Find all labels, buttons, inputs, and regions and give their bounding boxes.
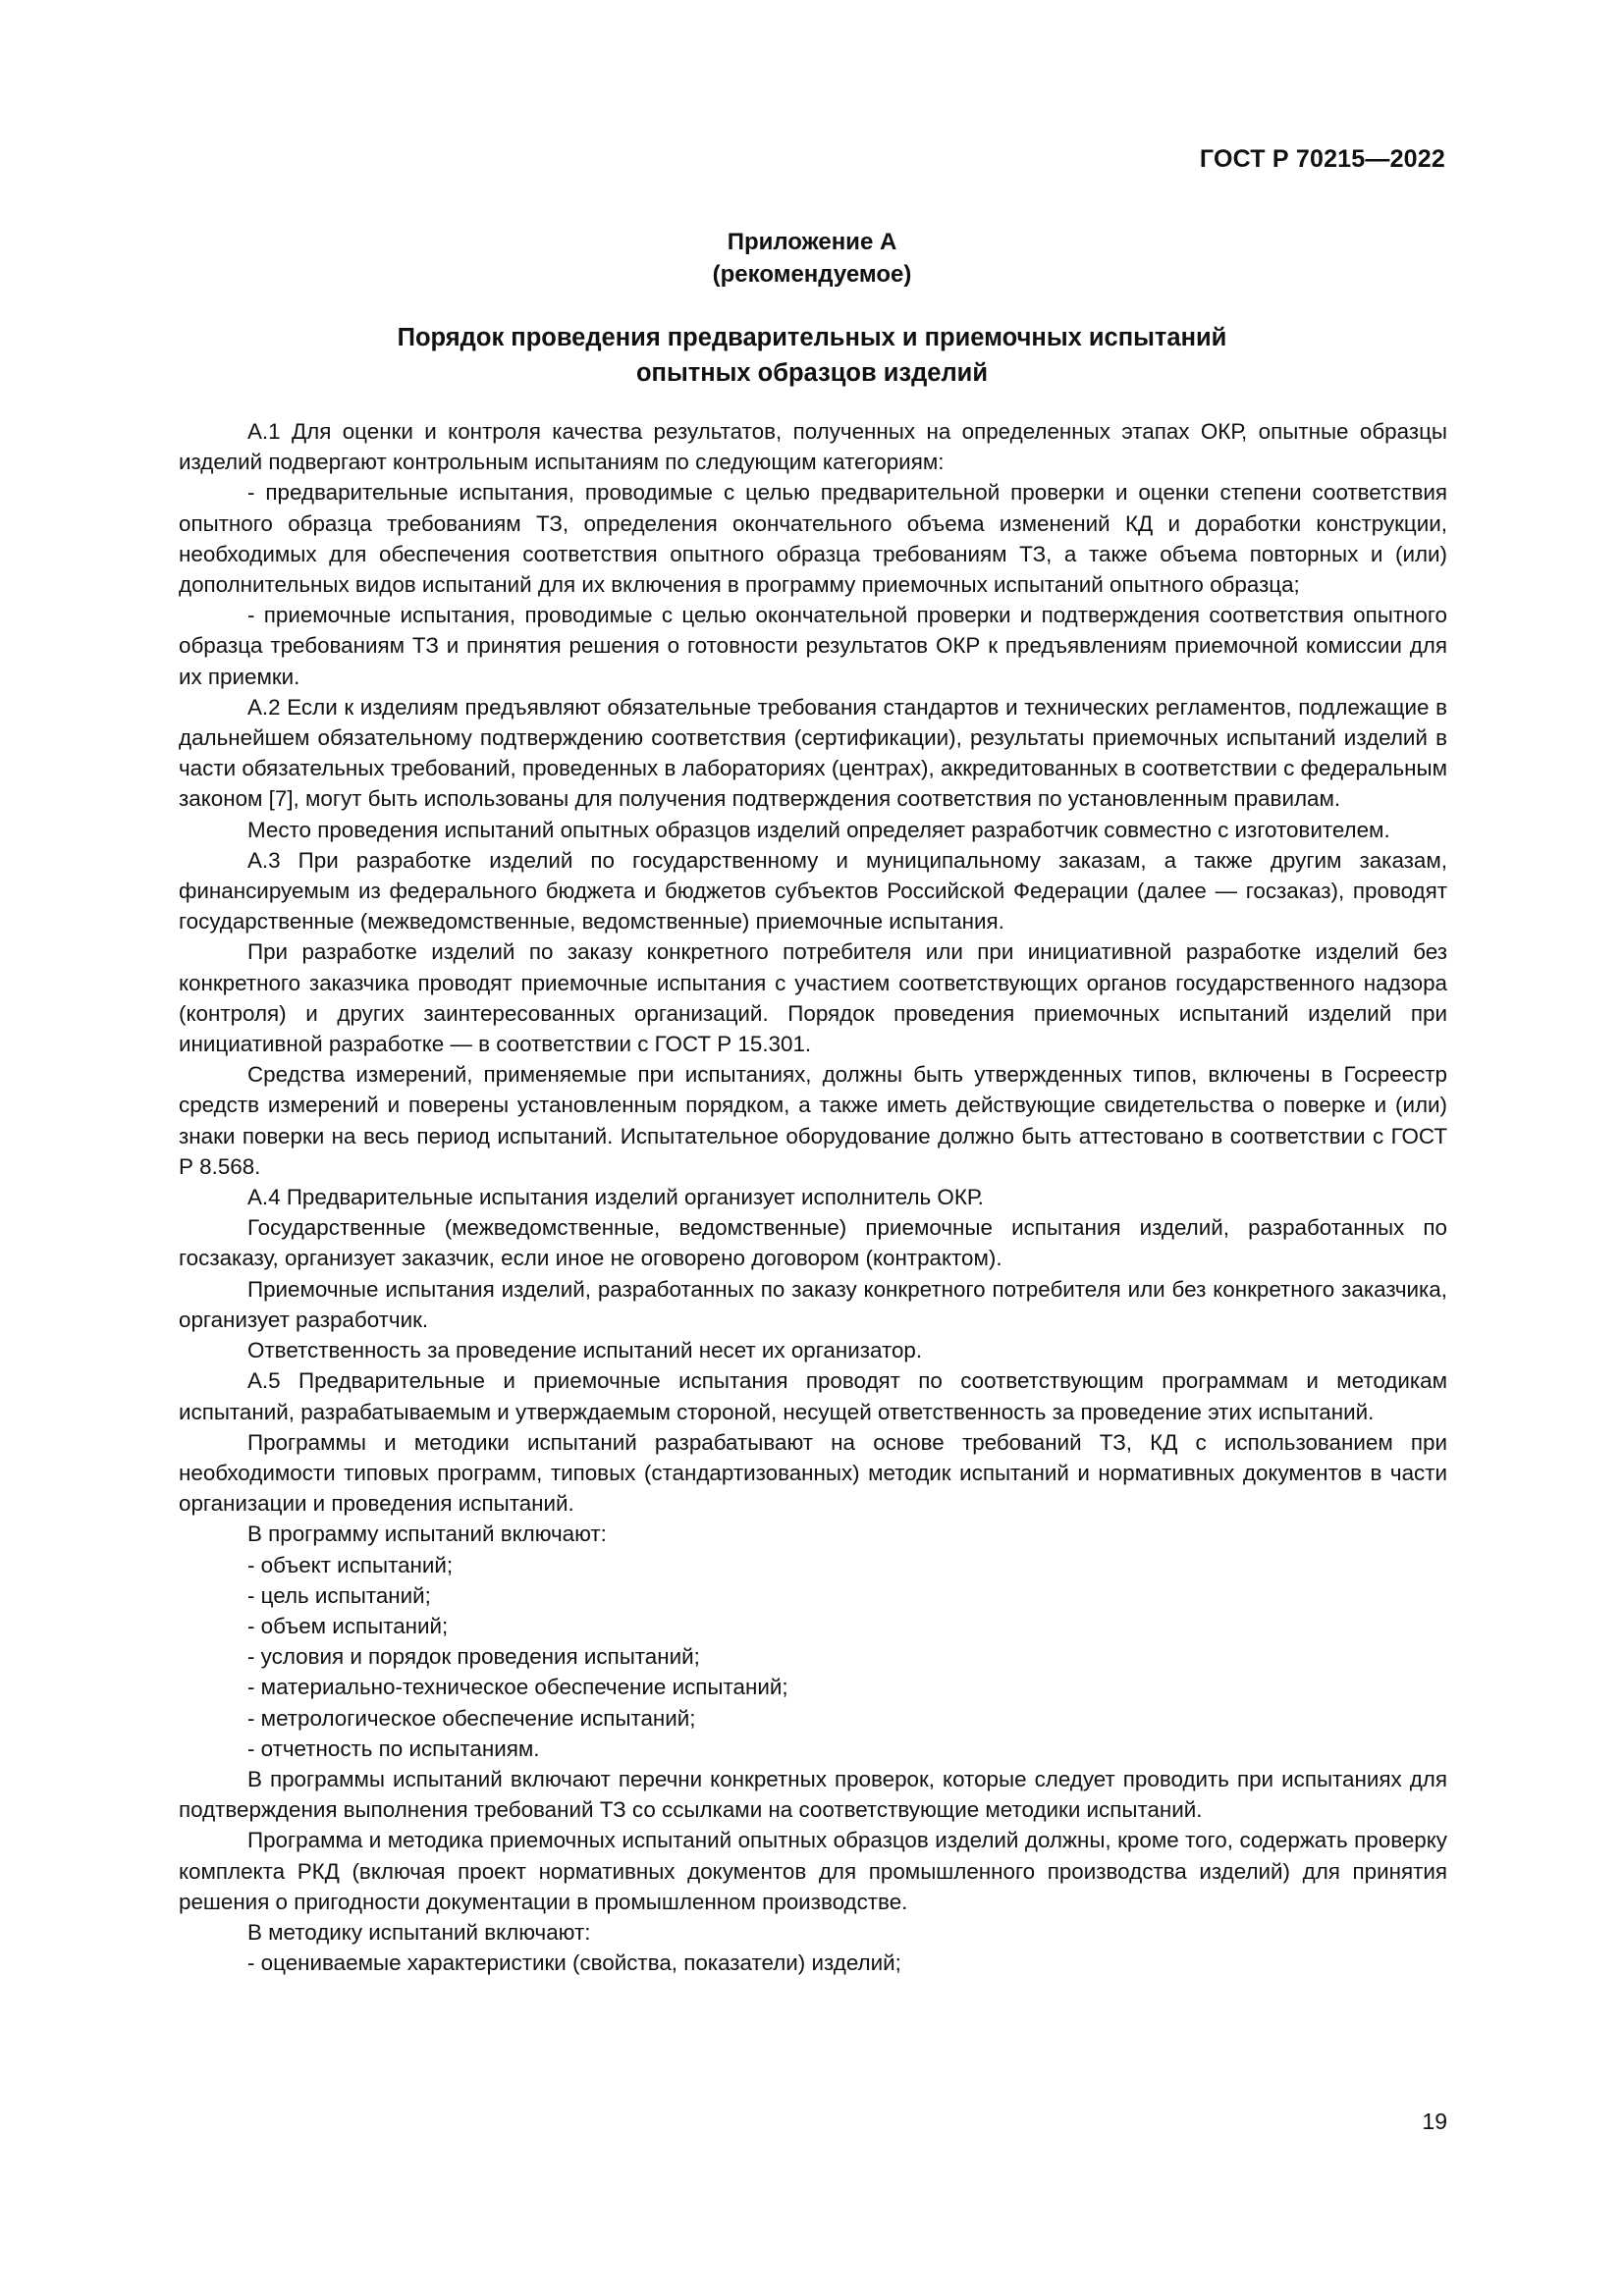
paragraph-programs-methods: Программы и методики испытаний разрабатывают на основе требований ТЗ, КД с использованием при необходимости типовых программ, типовых (стандартизованных) методик испытаний и нормативных документов в части организации и проведения испытаний. — [179, 1429, 1447, 1517]
program-list — [179, 1550, 1447, 1764]
paragraph-acceptance-tests: - приемочные испытания, проводимые с целью окончательной проверки и подтверждения соответствия опытного образца требованиям ТЗ и принятия решения о готовности результатов ОКР к предъявлениям приемочной комиссии для их приемки. — [179, 603, 1447, 689]
annex-status: (рекомендуемое) — [712, 261, 912, 288]
paragraph-a3: А.3 При разработке изделий по государственному и муниципальному заказам, а также другим заказам, финансируемым из федерального бюджета и бюджетов субъектов Российской Федерации (далее — госзаказ), проводят государственные (межведомственные, ведомственные) приемочные испытания. — [179, 847, 1447, 934]
list-item: - объект испытаний; — [247, 1552, 454, 1577]
paragraph-test-location: Место проведения испытаний опытных образцов изделий определяет разработчик совместно с изготовителем. — [247, 817, 1390, 842]
paragraph-a4: А.4 Предварительные испытания изделий организует исполнитель ОКР. — [247, 1185, 984, 1210]
list-item: - оцениваемые характеристики (свойства, показатели) изделий; — [247, 1950, 901, 1976]
paragraph-state-acceptance: Государственные (межведомственные, ведомственные) приемочные испытания изделий, разработанных по госзаказу, организует заказчик, если иное не оговорено договором (контрактом). — [179, 1215, 1447, 1271]
document-body — [179, 416, 1447, 1978]
document-code-header: ГОСТ Р 70215—2022 — [1199, 145, 1445, 173]
paragraph-responsibility: Ответственность за проведение испытаний несет их организатор. — [247, 1338, 923, 1363]
list-item: - материально-техническое обеспечение испытаний; — [247, 1675, 788, 1700]
annex-label: Приложение А — [727, 229, 897, 255]
paragraph-specific-checks: В программы испытаний включают перечни конкретных проверок, которые следует проводить при испытаниях для подтверждения выполнения требований ТЗ со ссылками на соответствующие методики испытаний. — [179, 1766, 1447, 1823]
paragraph-customer-development: При разработке изделий по заказу конкретного потребителя или при инициативной разработке изделий без конкретного заказчика проводят приемочные испытания с участием соответствующих органов государственного надзора (контроля) и других заинтересованных организаций. Порядок проведения приемочных испытаний изделий при инициативной разработке — в соответствии с ГОСТ Р 15.301. — [179, 939, 1447, 1057]
list-item: - объем испытаний; — [247, 1613, 449, 1638]
paragraph-a5: А.5 Предварительные и приемочные испытания проводят по соответствующим программам и методикам испытаний, разрабатываемым и утверждаемым стороной, несущей ответственность за проведение этих испытаний. — [179, 1368, 1447, 1424]
paragraph-measuring-instruments: Средства измерений, применяемые при испытаниях, должны быть утвержденных типов, включены в Госреестр средств измерений и поверены установленным порядком, а также иметь действующие свидетельства о поверке и (или) знаки поверки на весь период испытаний. Испытательное оборудование должно быть аттестовано в соответствии с ГОСТ Р 8.568. — [179, 1062, 1447, 1179]
paragraph-preliminary-tests: - предварительные испытания, проводимые с целью предварительной проверки и оценки степени соответствия опытного образца требованиям ТЗ, определения окончательного объема изменений КД и доработки конструкции, необходимых для обеспечения соответствия опытного образца требованиям ТЗ, а также объема повторных и (или) дополнительных видов испытаний для их включения в программу приемочных испытаний опытного образца; — [179, 480, 1447, 598]
section-title — [0, 320, 1624, 391]
paragraph-a1: А.1 Для оценки и контроля качества результатов, полученных на определенных этапах ОКР, опытные образцы изделий подвергают контрольным испытаниям по следующим категориям: — [179, 419, 1447, 475]
list-item: - метрологическое обеспечение испытаний; — [247, 1705, 696, 1731]
list-item: - цель испытаний; — [247, 1582, 431, 1608]
list-item: - условия и порядок проведения испытаний; — [247, 1644, 700, 1670]
page-number: 19 — [1422, 2109, 1447, 2134]
annex-heading — [0, 226, 1624, 291]
section-title-line-1: Порядок проведения предварительных и приемочных испытаний — [397, 324, 1227, 351]
list-item: - отчетность по испытаниям. — [247, 1735, 540, 1761]
paragraph-method-includes: В методику испытаний включают: — [247, 1919, 591, 1945]
paragraph-acceptance-organizer: Приемочные испытания изделий, разработанных по заказу конкретного потребителя или без конкретного заказчика, организует разработчик. — [179, 1276, 1447, 1332]
section-title-line-2: опытных образцов изделий — [635, 359, 989, 387]
paragraph-program-includes: В программу испытаний включают: — [247, 1522, 607, 1547]
method-list — [179, 1948, 1447, 1978]
paragraph-rkd-check: Программа и методика приемочных испытаний опытных образцов изделий должны, кроме того, содержать проверку комплекта РКД (включая проект нормативных документов для промышленного производства изделий) для принятия решения о пригодности документации в промышленном производстве. — [179, 1828, 1447, 1914]
paragraph-a2: А.2 Если к изделиям предъявляют обязательные требования стандартов и технических регламентов, подлежащие в дальнейшем обязательному подтверждению соответствия (сертификации), результаты приемочных испытаний изделий в части обязательных требований, проведенных в лабораториях (центрах), аккредитованных в соответствии с федеральным законом [7], могут быть использованы для получения подтверждения соответствия по установленным правилам. — [179, 694, 1447, 812]
